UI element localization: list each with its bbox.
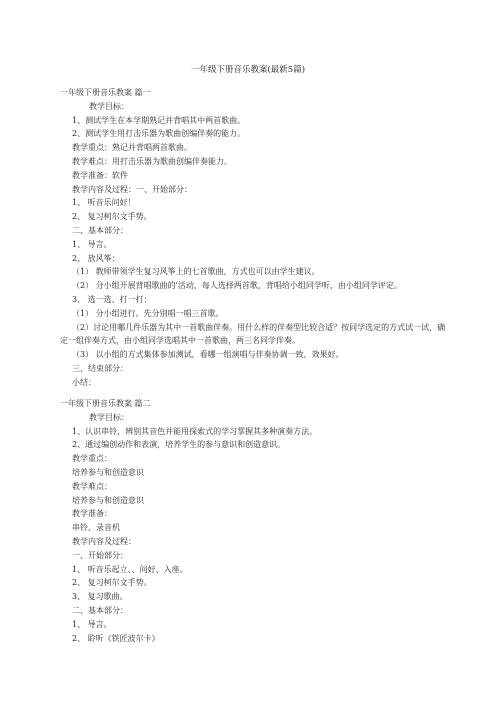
text-line: 2、 复习柯尔文手势。 bbox=[72, 212, 152, 222]
text-line: 1、认识串铃，辨别其音色并能用探索式的学习掌握其多种演奏方法。 bbox=[72, 426, 318, 436]
text-line: 教学准备：软件 bbox=[72, 170, 128, 180]
text-line: 二、基本部分： bbox=[72, 225, 128, 235]
text-line: 培养参与和创造意识 bbox=[72, 495, 144, 505]
lesson-section-2 bbox=[60, 397, 448, 645]
text-line: 1、 导言。 bbox=[72, 239, 112, 249]
text-line: 3、 复习歌曲。 bbox=[72, 592, 128, 602]
text-line: 1、 导言。 bbox=[72, 619, 112, 629]
text-line: 3、 选一选、打一打： bbox=[72, 294, 152, 304]
text-line: （1） 分小组进行。先分别唱一唱三首歌。 bbox=[72, 308, 224, 318]
text-line: 小结： bbox=[72, 377, 96, 387]
text-line: 一、开始部分： bbox=[72, 550, 128, 560]
text-line: 培养参与和创造意识 bbox=[72, 467, 144, 477]
text-line: 教学目标： bbox=[89, 412, 129, 422]
document-title: 一年级下册音乐教案(最新5篇) bbox=[190, 65, 306, 75]
text-line: 教学难点：用打击乐器为歌曲创编伴奏能力。 bbox=[72, 156, 232, 166]
text-line: 2、测试学生用打击乐器为歌曲创编伴奏的能力。 bbox=[72, 129, 246, 139]
section-heading: 一年级下册音乐教案 篇一 bbox=[60, 88, 151, 97]
lesson-section-1 bbox=[60, 86, 448, 390]
text-line: （2）讨论用哪几件乐器为其中一首歌曲伴奏。用什么样的伴奏型比较合适？按同学选定的方式试一试，确定一组伴奏方式，由小组同学选唱其中一首歌曲，两三名同学伴奏。 bbox=[60, 322, 446, 346]
text-line: （2） 分小组开展背唱歌曲的'活动，每人选择两首歌，背唱给小组同学听，由小组同学评定。 bbox=[72, 281, 402, 291]
text-line: 2、 复习柯尔文手势。 bbox=[72, 578, 152, 588]
text-line: 教学目标： bbox=[89, 101, 129, 111]
text-line: 1、测试学生在本学期熟记并背唱其中两首歌曲。 bbox=[72, 115, 246, 125]
text-line: 2、 聆听《铁匠波尔卡》 bbox=[72, 633, 160, 643]
text-line: 二、基本部分： bbox=[72, 605, 128, 615]
text-line: （3） 以小组的方式集体参加测试，看哪一组演唱与伴奏协调一致，效果好。 bbox=[72, 350, 344, 360]
text-line: 教学准备： bbox=[72, 509, 112, 519]
text-line: 教学难点： bbox=[72, 481, 112, 491]
text-line: 2、通过编创动作和表演，培养学生的参与意识和创造意识。 bbox=[72, 440, 286, 450]
section-heading: 一年级下册音乐教案 篇二 bbox=[60, 399, 151, 408]
text-line: 1、 听音乐问好！ bbox=[72, 198, 136, 208]
text-line: 2、 放风筝： bbox=[72, 253, 120, 263]
text-line: 教学内容及过程：一、开始部分： bbox=[72, 184, 192, 194]
text-line: 串铃、录音机 bbox=[72, 523, 120, 533]
text-line: 教学重点： bbox=[72, 454, 112, 464]
text-line: 1、 听音乐起立、、问好、入座。 bbox=[72, 564, 188, 574]
text-line: 教学内容及过程： bbox=[72, 536, 136, 546]
text-line: 三、结束部分： bbox=[72, 363, 128, 373]
text-line: （1） 教师带领学生复习风筝上的七首歌曲，方式也可以由学生建议。 bbox=[72, 267, 320, 277]
text-line: 教学重点：熟记并背唱两首歌曲。 bbox=[72, 143, 192, 153]
